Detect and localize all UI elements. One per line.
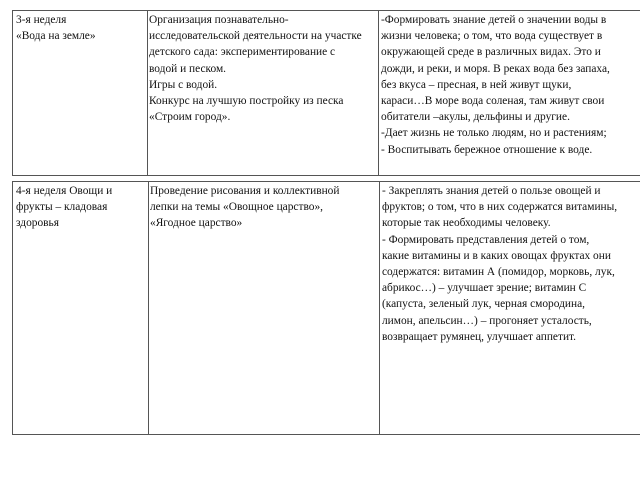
table-border-bottom [12, 434, 640, 435]
row1-border-left [12, 10, 13, 176]
row2-goals-cell: - Закреплять знания детей о пользе овощей и фруктов; о том, что в них содержатся витамины, которые так необходимы человеку. - Формировать представления детей о том, какие витамины и в каких овощах фруктах они содержатся: витамин А (помидор, морковь, лук, абрикос…) – улучшает зрение; витамин С (капуста, зеленый лук, черная смородина, лимон, апельсин…) – прогоняет усталость, возвращает румянец, улучшает аппетит. [382, 185, 618, 343]
row1-activity-cell: Организация познавательно- исследовательской деятельности на участке детского сада: экспериментирование с водой и песком. Игры с водой. Конкурс на лучшую постройку из песка «Строим город». [149, 14, 362, 124]
table-border-top [12, 10, 640, 11]
row1-col-divider-1 [147, 10, 148, 176]
row2-activity-cell: Проведение рисования и коллективной лепки на темы «Овощное царство», «Ягодное царство» [150, 185, 340, 230]
row1-col-divider-2 [378, 10, 379, 176]
row1-week-cell: 3-я неделя «Вода на земле» [16, 14, 96, 43]
row1-goals-cell: -Формировать знание детей о значении воды в жизни человека; о том, что вода существует в окружающей среде в различных видах. Это и дожди, и реки, и моря. В реках вода без запаха, без вкуса – пресная, в ней живут щуки, караси…В море вода соленая, там живут свои обитатели –акулы, дельфины и другие. -Дает жизнь не только людям, но и растениям; - Воспитывать бережное отношение к воде. [381, 14, 610, 156]
row2-week-cell: 4-я неделя Овощи и фрукты – кладовая здоровья [16, 185, 113, 230]
row1-border-bottom [12, 175, 640, 176]
row2-col-divider-2 [379, 181, 380, 435]
row2-border-left [12, 181, 13, 435]
row2-col-divider-1 [148, 181, 149, 435]
row2-border-top [12, 181, 640, 182]
